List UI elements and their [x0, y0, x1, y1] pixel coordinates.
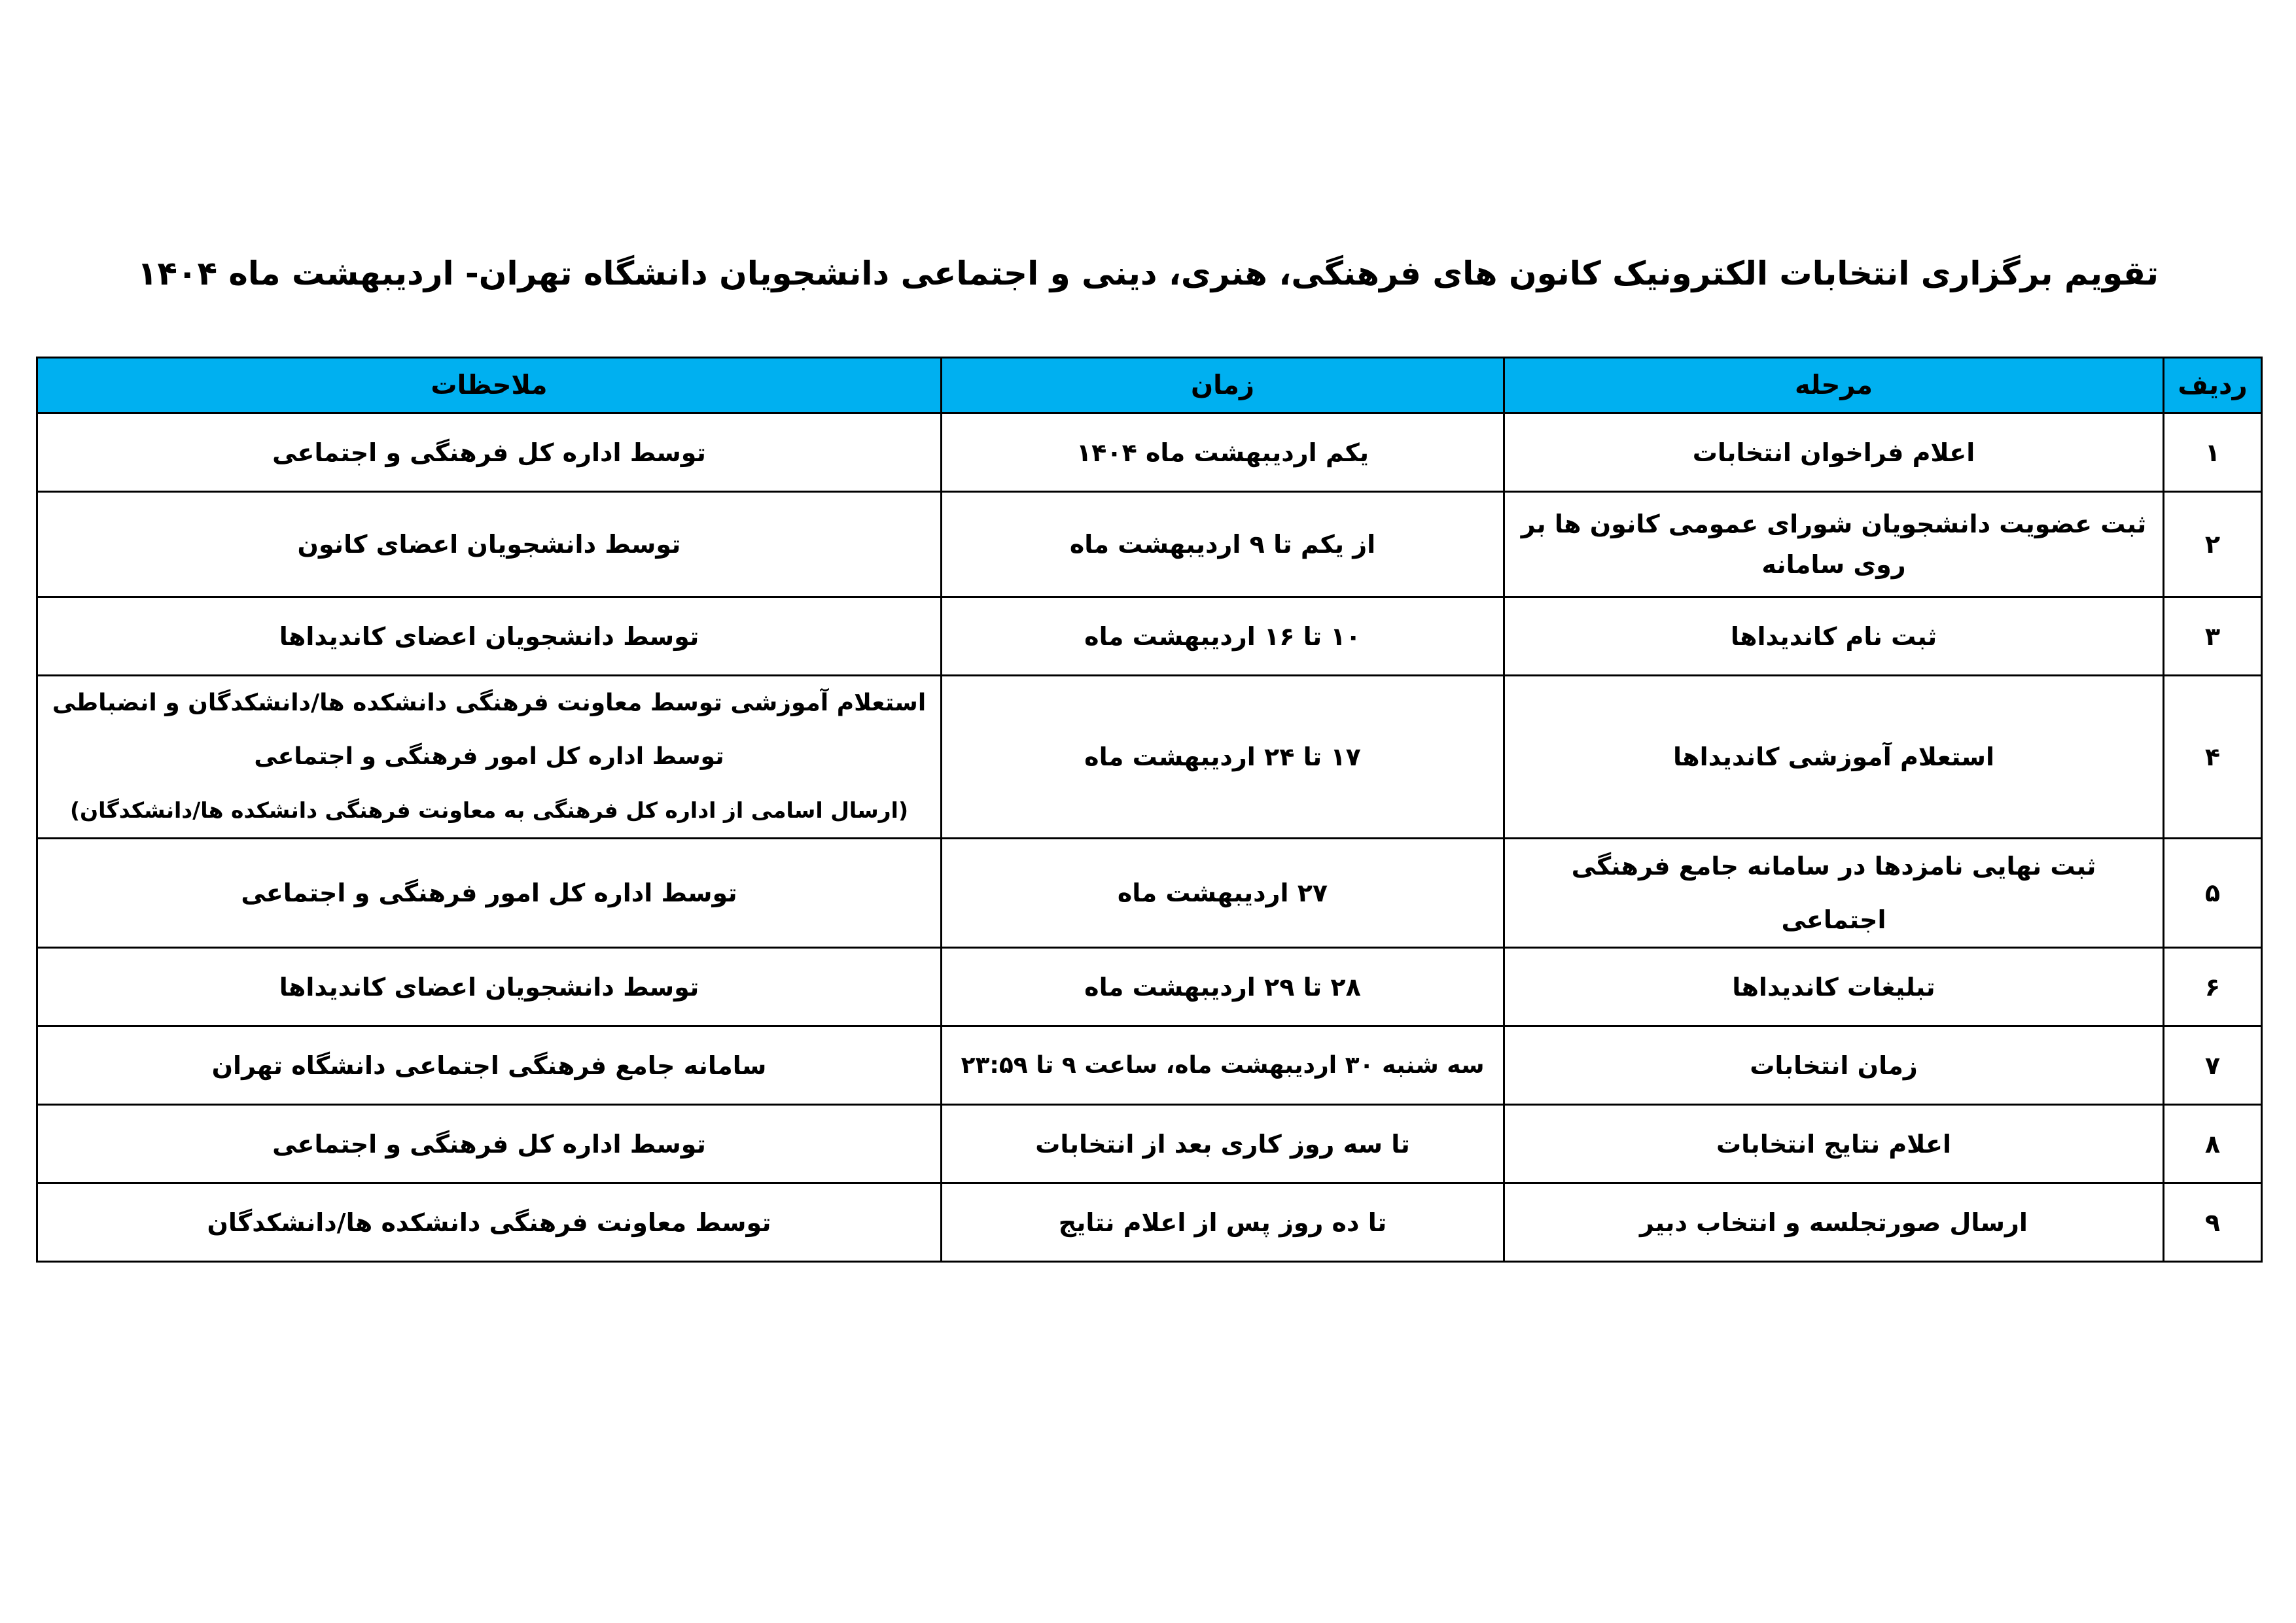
notes-line: استعلام آموزشی توسط معاونت فرهنگی دانشکده ها/دانشکدگان و انضباطی — [52, 689, 927, 716]
time-cell: تا ده روز پس از اعلام نتایج — [942, 1183, 1504, 1262]
notes-cell: توسط دانشجویان اعضای کاندیداها — [37, 597, 942, 676]
row-number: ۸ — [2164, 1105, 2262, 1183]
stage-cell: اعلام نتایج انتخابات — [1504, 1105, 2164, 1183]
time-cell: ۱۷ تا ۲۴ اردیبهشت ماه — [942, 676, 1504, 839]
table-row — [37, 1105, 2262, 1183]
notes-cell: توسط اداره کل فرهنگی و اجتماعی — [37, 1105, 942, 1183]
header-row-number: ردیف — [2164, 358, 2262, 413]
stage-cell: استعلام آموزشی کاندیداها — [1504, 676, 2164, 839]
time-cell: سه شنبه ۳۰ اردیبهشت ماه، ساعت ۹ تا ۲۳:۵۹ — [942, 1026, 1504, 1105]
row-number: ۴ — [2164, 676, 2262, 839]
notes-cell: توسط اداره کل امور فرهنگی و اجتماعی — [37, 839, 942, 948]
row-number: ۱ — [2164, 413, 2262, 492]
table-row — [37, 597, 2262, 676]
stage-cell: زمان انتخابات — [1504, 1026, 2164, 1105]
row-number: ۹ — [2164, 1183, 2262, 1262]
time-cell: ۲۷ اردیبهشت ماه — [942, 839, 1504, 948]
table-row — [37, 413, 2262, 492]
time-cell: یکم اردیبهشت ماه ۱۴۰۴ — [942, 413, 1504, 492]
table-row — [37, 676, 2262, 839]
stage-cell: ثبت نهایی نامزدها در سامانه جامع فرهنگی اجتماعی — [1504, 839, 2164, 948]
time-cell: ۱۰ تا ۱۶ اردیبهشت ماه — [942, 597, 1504, 676]
table-header-row — [37, 358, 2262, 413]
time-cell: ۲۸ تا ۲۹ اردیبهشت ماه — [942, 948, 1504, 1026]
table-row — [37, 492, 2262, 597]
notes-cell: توسط دانشجویان اعضای کاندیداها — [37, 948, 942, 1026]
header-time: زمان — [942, 358, 1504, 413]
header-notes: ملاحظات — [37, 358, 942, 413]
table-row — [37, 1183, 2262, 1262]
row-number: ۵ — [2164, 839, 2262, 948]
stage-cell: ارسال صورتجلسه و انتخاب دبیر — [1504, 1183, 2164, 1262]
row-number: ۲ — [2164, 492, 2262, 597]
row-number: ۶ — [2164, 948, 2262, 1026]
page-title: تقویم برگزاری انتخابات الکترونیک کانون های فرهنگی، هنری، دینی و اجتماعی دانشجویان دانشگاه تهران- اردیبهشت ماه ۱۴۰۴ — [137, 254, 2159, 292]
notes-cell — [37, 676, 942, 839]
table-row — [37, 839, 2262, 948]
notes-cell: توسط دانشجویان اعضای کانون — [37, 492, 942, 597]
table-row — [37, 1026, 2262, 1105]
notes-cell: سامانه جامع فرهنگی اجتماعی دانشگاه تهران — [37, 1026, 942, 1105]
time-cell: از یکم تا ۹ اردیبهشت ماه — [942, 492, 1504, 597]
notes-cell: توسط معاونت فرهنگی دانشکده ها/دانشکدگان — [37, 1183, 942, 1262]
notes-line: توسط اداره کل امور فرهنگی و اجتماعی — [254, 743, 724, 770]
stage-cell: تبلیغات کاندیداها — [1504, 948, 2164, 1026]
notes-cell: توسط اداره کل فرهنگی و اجتماعی — [37, 413, 942, 492]
schedule-table — [36, 357, 2263, 1263]
row-number: ۳ — [2164, 597, 2262, 676]
notes-line: (ارسال اسامی از اداره کل فرهنگی به معاونت فرهنگی دانشکده ها/دانشکدگان) — [69, 797, 909, 823]
header-stage: مرحله — [1504, 358, 2164, 413]
stage-cell: اعلام فراخوان انتخابات — [1504, 413, 2164, 492]
table-row — [37, 948, 2262, 1026]
time-cell: تا سه روز کاری بعد از انتخابات — [942, 1105, 1504, 1183]
stage-cell: ثبت نام کاندیداها — [1504, 597, 2164, 676]
stage-cell: ثبت عضویت دانشجویان شورای عمومی کانون ها بر روی سامانه — [1504, 492, 2164, 597]
row-number: ۷ — [2164, 1026, 2262, 1105]
